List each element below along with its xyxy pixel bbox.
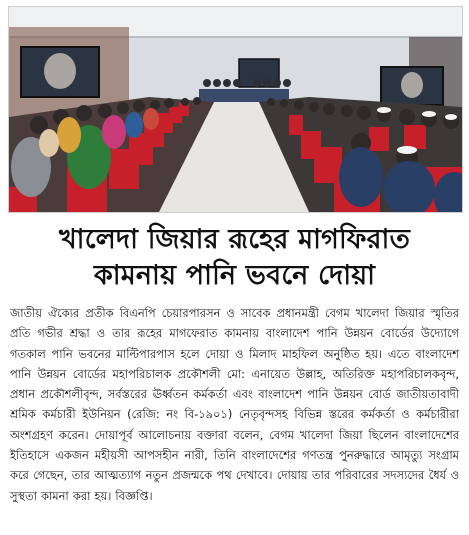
- event-photo: [8, 6, 463, 213]
- headline-line-1: খালেদা জিয়ার রূহের মাগফিরাত: [58, 224, 411, 255]
- prayer-hall-scene: [9, 7, 462, 212]
- headline: [8, 222, 461, 294]
- headline-line-2: কামনায় পানি ভবনে দোয়া: [93, 260, 376, 291]
- article-body: জাতীয় ঐক্যের প্রতীক বিএনপি চেয়ারপারসন ও সাবেক প্রধানমন্ত্রী বেগম খালেদা জিয়ার স্মৃতির প্রতি গভীর শ্রদ্ধা ও তার রূহের মাগফেরাত কামনায় বাংলাদেশ পানি উন্নয়ন বোর্ডের উদ্যোগে গতকাল পানি ভবনের মাল্টিপারপাস হলে দোয়া ও মিলাদ মাহফিল অনুষ্ঠিত হয়। এতে বাংলাদেশ পানি উন্নয়ন বোর্ডের মহাপরিচালক প্রকৌশলী মো: এনায়েত উল্লাহ, অতিরিক্ত মহাপরিচালকবৃন্দ, প্রধান প্রকৌশলীবৃন্দ, সর্বস্তরের ঊর্ধ্বতন কর্মকর্তা এবং বাংলাদেশ পানি উন্নয়ন বোর্ড জাতীয়তাবাদী শ্রমিক কর্মচারী ইউনিয়ন (রেজি: নং বি-১৯০১) নেতৃবৃন্দসহ বিভিন্ন স্তরের কর্মকর্তা ও কর্মচারীরা অংশগ্রহণ করেন। দোয়াপূর্ব আলোচনায় বক্তারা বলেন, বেগম খালেদা জিয়া ছিলেন বাংলাদেশের ইতিহাসে একজন মহীয়সী আপসহীন নারী, তিনি বাংলাদেশের গণতন্ত্র পুনরুদ্ধারে আমৃত্যু সংগ্রাম করে গেছেন, তার আত্মত্যাগ নতুন প্রজন্মকে পথ দেখাবে। দোয়ায় তার পরিবারের সদস্যদের ধৈর্য ও সুস্থতা কামনা করা হয়। বিজ্ঞপ্তি।: [10, 306, 459, 503]
